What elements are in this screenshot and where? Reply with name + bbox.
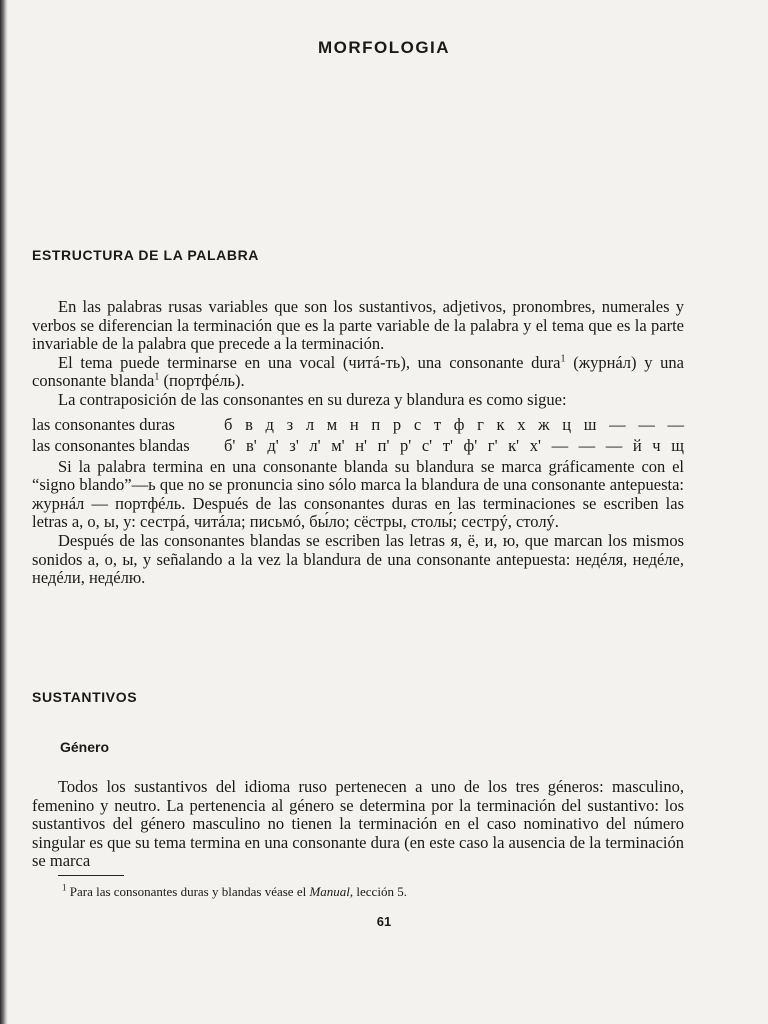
consonant-letter: т: [433, 414, 442, 434]
consonant-letter: л': [309, 435, 321, 455]
consonant-letter: ч: [652, 435, 661, 455]
consonant-letter: з: [286, 414, 294, 434]
paragraph-1: En las palabras rusas variables que son los sustantivos, adjetivos, pronombres, numerales y verbos se diferencian la terminación que es la parte variable de la palabra y el tema que es la parte invariable de la palabra que precede a la terminación.: [32, 297, 684, 354]
soft-consonants-letters: [218, 435, 684, 456]
section-heading-sustantivos: SUSTANTIVOS: [32, 689, 138, 705]
consonant-letter: д': [267, 435, 279, 455]
hard-consonants-label: las consonantes duras: [32, 414, 175, 434]
footnote: [62, 884, 407, 900]
consonant-letter: щ: [671, 435, 684, 455]
consonant-letter: ф': [463, 435, 478, 455]
consonant-letter: —: [609, 414, 626, 434]
consonant-letter: х: [517, 414, 526, 434]
paragraph-3: La contraposición de las consonantes en su dureza y blandura es como sigue:: [58, 389, 567, 409]
footnote-ref: 1: [560, 353, 566, 365]
consonant-letter: п': [377, 435, 390, 455]
soft-consonants-row: [32, 435, 684, 456]
page-number: 61: [376, 914, 392, 929]
paragraph-4: Si la palabra termina en una consonante blanda su blandura se marca gráficamente con el “signo blando”—ь que no se pronuncia sino sólo marca la blandura de una consonante antepuesta: журнáл — портфéль. Después de las consonantes duras en las terminaciones se escriben las letras а, о, ы, у: сестрá, читáла; письмó, бы́ло; сёстры, столы́; сестрý, столý.: [32, 456, 684, 532]
consonant-letter: ж: [538, 414, 550, 434]
hard-consonants-row: [32, 414, 684, 435]
paragraph-genero: Todos los sustantivos del idioma ruso pertenecen a uno de los tres géneros: masculino, femenino y neutro. La pertenencia al género se determina por la terminación del sustantivo: los sustantivos del género masculino no tienen la terminación en el caso nominativo del número singular es que su tema termina en una consonante dura (en este caso la ausencia de la terminación se marca: [32, 777, 684, 871]
consonant-letter: т': [442, 435, 453, 455]
soft-consonants-label: las consonantes blandas: [32, 435, 190, 455]
consonant-letter: х': [529, 435, 541, 455]
consonant-letter: м: [326, 414, 338, 434]
consonant-letter: г: [477, 414, 484, 434]
section-body-estructura: [32, 298, 684, 588]
consonant-letter: з': [289, 435, 299, 455]
consonant-letter: —: [667, 414, 684, 434]
consonant-letter: с': [421, 435, 433, 455]
consonant-letter: с: [413, 414, 422, 434]
consonant-letter: й: [632, 435, 642, 455]
footnote-rule: [58, 875, 124, 876]
consonant-letter: к: [496, 414, 505, 434]
consonant-letter: —: [638, 414, 655, 434]
consonant-letter: в': [245, 435, 257, 455]
consonant-letter: г': [487, 435, 498, 455]
consonant-letter: р': [400, 435, 412, 455]
paragraph-2-text-a: El tema puede terminarse en una vocal (читá-ть), una consonante dura: [58, 352, 561, 372]
footnote-text-b: , lección 5.: [349, 884, 407, 899]
subsection-heading-genero: Género: [60, 739, 110, 755]
page-binding-edge: [0, 0, 8, 1024]
consonant-letter: р: [392, 414, 402, 434]
consonant-letter: ш: [583, 414, 597, 434]
footnote-ref: 1: [154, 371, 160, 383]
paragraph-2: [32, 354, 684, 391]
consonant-letter: п: [371, 414, 381, 434]
consonant-letter: н': [355, 435, 368, 455]
consonant-letter: —: [605, 435, 623, 455]
consonant-letter: —: [578, 435, 596, 455]
footnote-manual-title: Manual: [309, 884, 350, 899]
section-heading-estructura: ESTRUCTURA DE LA PALABRA: [32, 247, 259, 263]
paragraph-5: Después de las consonantes blandas se escriben las letras я, ё, и, ю, que marcan los mismos sonidos а, о, ы, y señalando a la vez la blandura de una consonante antepuesta: недéля, недéле, недéли, недéлю.: [32, 530, 684, 588]
hard-consonants-letters: [218, 414, 684, 435]
consonant-letter: ц: [562, 414, 572, 434]
consonant-letter: ф: [453, 414, 465, 434]
consonant-letter: б': [224, 435, 236, 455]
footnote-text-a: Para las consonantes duras y blandas véase el: [66, 884, 310, 899]
section-body-sustantivos: [32, 778, 684, 871]
consonant-letter: в: [245, 414, 253, 434]
consonant-letter: б: [224, 414, 233, 434]
paragraph-2-text-b: (журнáл) y una consonante blanda: [32, 352, 684, 391]
consonant-letter: н: [349, 414, 359, 434]
consonant-letter: —: [551, 435, 569, 455]
paragraph-2-text-c: (портфéль).: [159, 371, 245, 391]
consonant-letter: д: [265, 414, 274, 434]
consonant-letter: л: [305, 414, 315, 434]
consonant-letter: к': [508, 435, 520, 455]
consonant-letter: м': [331, 435, 345, 455]
running-header: MORFOLOGIA: [317, 38, 451, 57]
footnote-mark: 1: [62, 882, 67, 893]
